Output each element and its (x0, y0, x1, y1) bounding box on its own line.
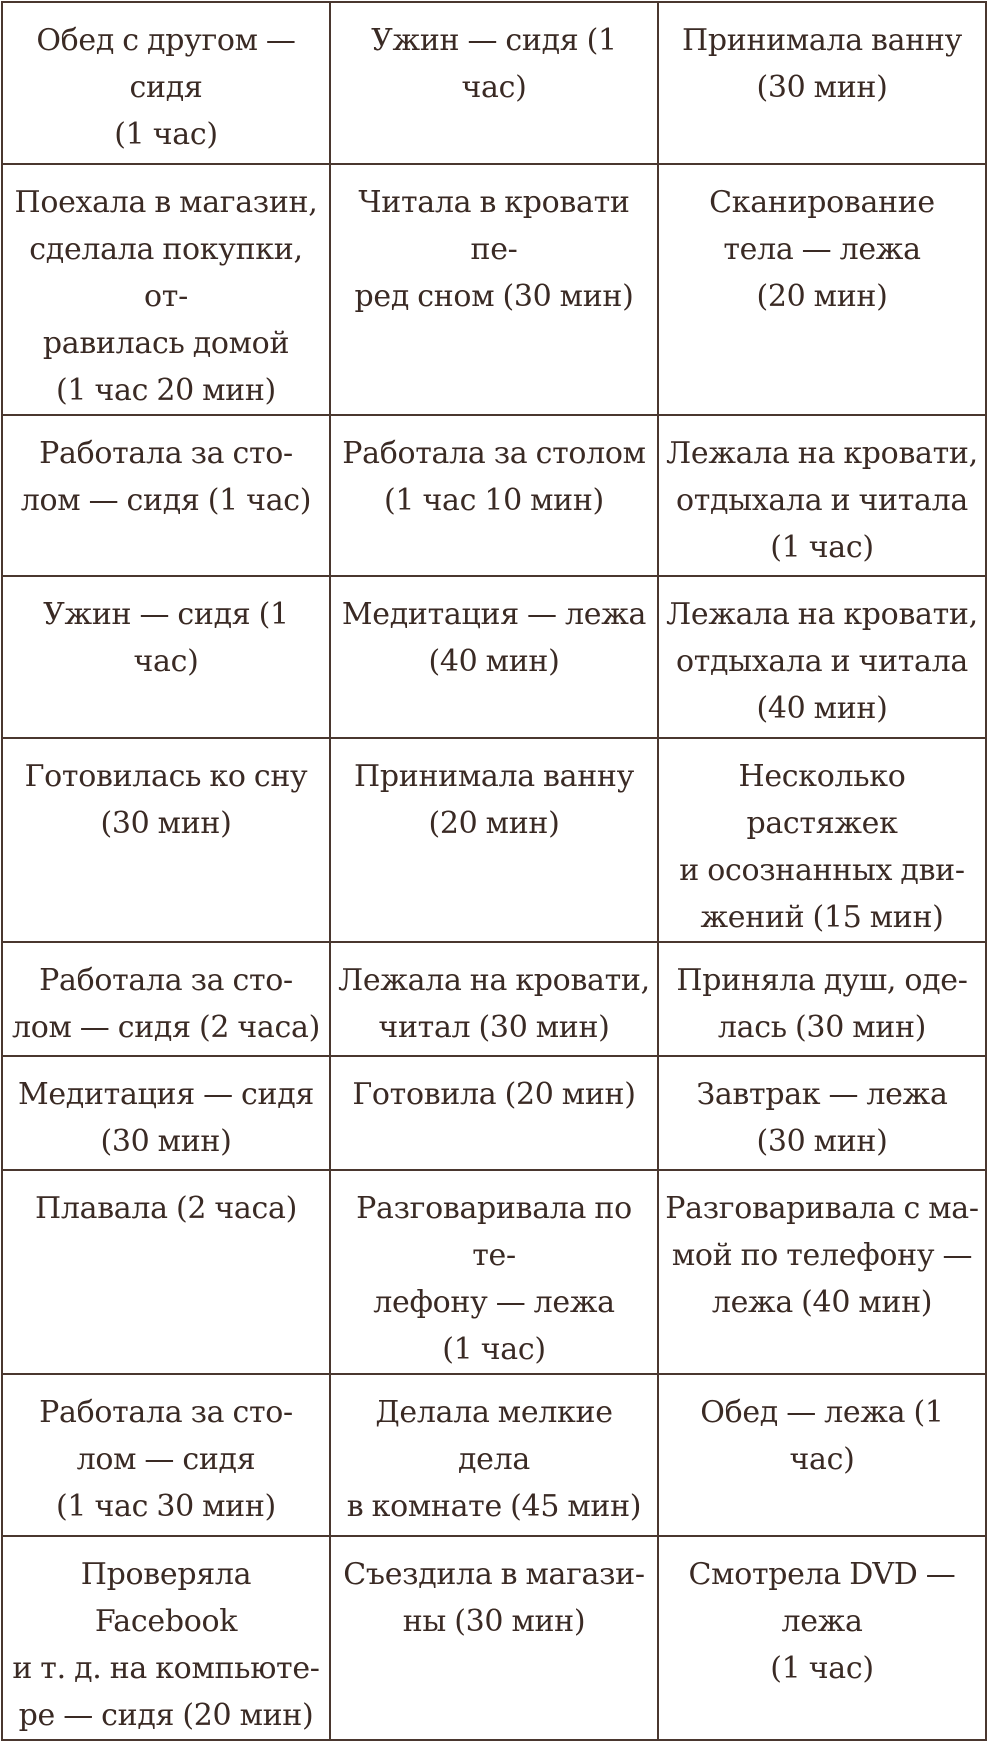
table-cell (2, 576, 330, 738)
table-row (2, 1170, 986, 1374)
table-cell (330, 1536, 658, 1740)
table-cell (330, 942, 658, 1056)
table-row (2, 1536, 986, 1740)
cell-text: Принимала ванну (30 мин) (682, 23, 962, 105)
table-cell (2, 2, 330, 164)
cell-text: Работала за сто- лом — сидя (2 часа) (12, 963, 320, 1045)
table-cell (658, 1536, 986, 1740)
cell-text: Сканирование тела — лежа (20 мин) (709, 185, 935, 314)
cell-text: Обед — лежа (1 час) (700, 1395, 944, 1477)
table-row (2, 2, 986, 164)
table-cell (658, 1374, 986, 1536)
table-cell (658, 1056, 986, 1170)
cell-text: Принимала ванну (20 мин) (354, 759, 634, 841)
cell-text: Обед с другом — сидя (1 час) (36, 23, 296, 152)
cell-text: Лежала на кровати, отдыхала и читала (1 час) (666, 436, 978, 565)
cell-text: Лежала на кровати, отдыхала и читала (40 мин) (666, 597, 978, 726)
table-cell (658, 942, 986, 1056)
table-cell (658, 576, 986, 738)
cell-text: Поехала в магазин, сделала покупки, от- равилась домой (1 час 20 мин) (14, 185, 318, 408)
table-row (2, 738, 986, 942)
cell-text: Ужин — сидя (1 час) (371, 23, 617, 105)
table-cell (330, 164, 658, 415)
cell-text: Съездила в магази- ны (30 мин) (343, 1557, 645, 1639)
table-cell (330, 1170, 658, 1374)
cell-text: Делала мелкие дела в комнате (45 мин) (346, 1395, 642, 1524)
cell-text: Готовилась ко сну (30 мин) (24, 759, 308, 841)
table-cell (658, 2, 986, 164)
table-cell (330, 1056, 658, 1170)
table-cell (2, 738, 330, 942)
cell-text: Завтрак — лежа (30 мин) (696, 1077, 948, 1159)
table-cell (2, 164, 330, 415)
table-cell (330, 2, 658, 164)
table-cell (330, 1374, 658, 1536)
cell-text: Разговаривала с ма- мой по телефону — лежа (40 мин) (665, 1191, 979, 1320)
table-cell (2, 1056, 330, 1170)
cell-text: Смотрела DVD — лежа (1 час) (688, 1557, 956, 1686)
table-cell (2, 942, 330, 1056)
table-cell (2, 415, 330, 576)
table-row (2, 164, 986, 415)
table-row (2, 576, 986, 738)
table-cell (658, 738, 986, 942)
activity-log-table (1, 1, 987, 1741)
cell-text: Медитация — сидя (30 мин) (17, 1077, 315, 1159)
table-row (2, 1374, 986, 1536)
cell-text: Читала в кровати пе- ред сном (30 мин) (354, 185, 634, 314)
cell-text: Плавала (2 часа) (35, 1191, 297, 1226)
table-cell (330, 415, 658, 576)
table-cell (658, 1170, 986, 1374)
table-cell (2, 1536, 330, 1740)
cell-text: Приняла душ, оде- лась (30 мин) (676, 963, 968, 1045)
table-row (2, 1056, 986, 1170)
table-cell (658, 415, 986, 576)
cell-text: Лежала на кровати, читал (30 мин) (338, 963, 650, 1045)
cell-text: Ужин — сидя (1 час) (43, 597, 289, 679)
table-row (2, 415, 986, 576)
cell-text: Работала за столом (1 час 10 мин) (342, 436, 646, 518)
table-cell (330, 738, 658, 942)
cell-text: Работала за сто- лом — сидя (1 час 30 мин) (39, 1395, 293, 1524)
table-cell (2, 1170, 330, 1374)
table-cell (658, 164, 986, 415)
cell-text: Несколько растяжек и осознанных дви- жений (15 мин) (679, 759, 965, 935)
cell-text: Готовила (20 мин) (352, 1077, 636, 1112)
cell-text: Медитация — лежа (40 мин) (341, 597, 647, 679)
table-cell (2, 1374, 330, 1536)
table-cell (330, 576, 658, 738)
cell-text: Работала за сто- лом — сидя (1 час) (20, 436, 312, 518)
cell-text: Проверяла Facebook и т. д. на компьюте- ре — сидя (20 мин) (12, 1557, 320, 1733)
cell-text: Разговаривала по те- лефону — лежа (1 час) (356, 1191, 632, 1367)
table-row (2, 942, 986, 1056)
